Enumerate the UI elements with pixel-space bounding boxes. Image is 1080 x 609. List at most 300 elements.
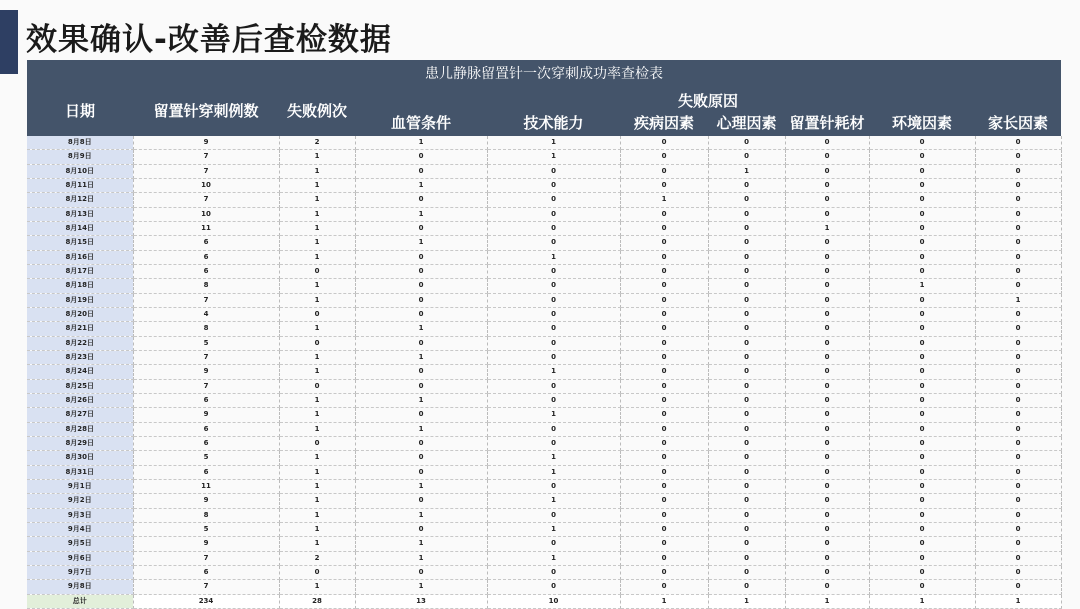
cell-psychological: 0	[708, 236, 785, 250]
cell-punctures: 11	[133, 221, 279, 235]
cell-punctures: 7	[133, 293, 279, 307]
cell-punctures: 7	[133, 164, 279, 178]
cell-disease: 0	[620, 178, 708, 192]
cell-vessel: 0	[355, 336, 487, 350]
cell-parents: 0	[975, 494, 1061, 508]
cell-consumables: 0	[785, 580, 869, 594]
cell-parents: 0	[975, 393, 1061, 407]
cell-skill: 0	[487, 336, 620, 350]
header-cause-environment: 环境因素	[891, 114, 952, 132]
cell-psychological: 0	[708, 307, 785, 321]
cell-vessel: 0	[355, 250, 487, 264]
header-punctures: 留置针穿刺例数	[153, 102, 259, 120]
cell-parents: 0	[975, 136, 1061, 150]
cell-vessel: 0	[355, 279, 487, 293]
header-failures: 失败例次	[286, 102, 347, 120]
cell-parents: 0	[975, 164, 1061, 178]
total-skill: 10	[487, 594, 620, 608]
cell-skill: 0	[487, 264, 620, 278]
header-cause-parents: 家长因素	[987, 114, 1048, 132]
cell-environment: 0	[869, 393, 975, 407]
cell-psychological: 0	[708, 365, 785, 379]
cell-date: 8月26日	[27, 393, 133, 407]
cell-environment: 0	[869, 365, 975, 379]
cell-skill: 0	[487, 236, 620, 250]
cell-date: 9月1日	[27, 479, 133, 493]
cell-vessel: 0	[355, 264, 487, 278]
cell-disease: 0	[620, 494, 708, 508]
cell-date: 8月18日	[27, 279, 133, 293]
cell-failures: 1	[279, 207, 355, 221]
cell-punctures: 6	[133, 565, 279, 579]
cell-skill: 0	[487, 307, 620, 321]
cell-date: 8月8日	[27, 136, 133, 150]
cell-punctures: 11	[133, 479, 279, 493]
cell-date: 8月14日	[27, 221, 133, 235]
cell-failures: 1	[279, 479, 355, 493]
cell-failures: 2	[279, 136, 355, 150]
table-row	[27, 236, 1061, 250]
cell-disease: 0	[620, 207, 708, 221]
cell-environment: 0	[869, 451, 975, 465]
cell-failures: 1	[279, 408, 355, 422]
table-row	[27, 307, 1061, 321]
cell-failures: 0	[279, 264, 355, 278]
header-date: 日期	[64, 102, 95, 120]
cell-failures: 1	[279, 279, 355, 293]
cell-vessel: 0	[355, 379, 487, 393]
cell-psychological: 0	[708, 451, 785, 465]
cell-vessel: 0	[355, 150, 487, 164]
cell-date: 9月5日	[27, 537, 133, 551]
table-header	[27, 60, 1061, 136]
cell-disease: 0	[620, 221, 708, 235]
cell-parents: 0	[975, 236, 1061, 250]
cell-environment: 0	[869, 293, 975, 307]
cell-disease: 0	[620, 422, 708, 436]
cell-date: 8月16日	[27, 250, 133, 264]
table-caption: 患儿静脉留置针一次穿刺成功率查检表	[425, 66, 663, 82]
cell-failures: 1	[279, 221, 355, 235]
cell-date: 9月4日	[27, 522, 133, 536]
cell-date: 8月31日	[27, 465, 133, 479]
cell-consumables: 0	[785, 207, 869, 221]
cell-failures: 1	[279, 494, 355, 508]
cell-parents: 0	[975, 451, 1061, 465]
cell-skill: 1	[487, 522, 620, 536]
cell-environment: 0	[869, 522, 975, 536]
cell-psychological: 0	[708, 221, 785, 235]
header-cause-consumables: 留置针耗材	[789, 114, 865, 132]
cell-punctures: 10	[133, 178, 279, 192]
cell-failures: 1	[279, 393, 355, 407]
cell-psychological: 0	[708, 279, 785, 293]
cell-failures: 1	[279, 164, 355, 178]
cell-skill: 1	[487, 150, 620, 164]
cell-vessel: 0	[355, 465, 487, 479]
cell-failures: 1	[279, 422, 355, 436]
cell-skill: 1	[487, 494, 620, 508]
cell-vessel: 1	[355, 350, 487, 364]
cell-environment: 1	[869, 279, 975, 293]
cell-environment: 0	[869, 221, 975, 235]
cell-psychological: 0	[708, 150, 785, 164]
cell-environment: 0	[869, 250, 975, 264]
cell-environment: 0	[869, 436, 975, 450]
table-row	[27, 136, 1061, 150]
cell-disease: 1	[620, 193, 708, 207]
cell-disease: 0	[620, 336, 708, 350]
cell-environment: 0	[869, 193, 975, 207]
cell-environment: 0	[869, 236, 975, 250]
cell-consumables: 0	[785, 565, 869, 579]
cell-psychological: 0	[708, 580, 785, 594]
table-row	[27, 178, 1061, 192]
cell-failures: 2	[279, 551, 355, 565]
cell-skill: 1	[487, 250, 620, 264]
cell-environment: 0	[869, 537, 975, 551]
cell-psychological: 0	[708, 537, 785, 551]
cell-punctures: 6	[133, 436, 279, 450]
cell-environment: 0	[869, 465, 975, 479]
cell-punctures: 8	[133, 508, 279, 522]
cell-consumables: 0	[785, 408, 869, 422]
cell-skill: 1	[487, 465, 620, 479]
table-body	[27, 136, 1061, 608]
cell-psychological: 0	[708, 193, 785, 207]
cell-environment: 0	[869, 322, 975, 336]
page-title: 效果确认-改善后查检数据	[26, 22, 392, 58]
cell-skill: 0	[487, 580, 620, 594]
cell-punctures: 5	[133, 451, 279, 465]
cell-punctures: 8	[133, 279, 279, 293]
total-failures: 28	[279, 594, 355, 608]
cell-psychological: 0	[708, 379, 785, 393]
cell-parents: 0	[975, 551, 1061, 565]
cell-consumables: 0	[785, 279, 869, 293]
total-date: 总计	[27, 594, 133, 608]
cell-psychological: 0	[708, 422, 785, 436]
cell-environment: 0	[869, 350, 975, 364]
cell-vessel: 0	[355, 193, 487, 207]
cell-date: 8月23日	[27, 350, 133, 364]
table-row	[27, 494, 1061, 508]
cell-skill: 0	[487, 279, 620, 293]
cell-vessel: 1	[355, 508, 487, 522]
cell-skill: 1	[487, 551, 620, 565]
cell-date: 8月21日	[27, 322, 133, 336]
cell-punctures: 7	[133, 350, 279, 364]
cell-environment: 0	[869, 379, 975, 393]
table-row	[27, 465, 1061, 479]
cell-parents: 0	[975, 408, 1061, 422]
cell-punctures: 7	[133, 379, 279, 393]
total-environment: 1	[869, 594, 975, 608]
cell-disease: 0	[620, 250, 708, 264]
cell-environment: 0	[869, 580, 975, 594]
cell-psychological: 0	[708, 293, 785, 307]
cell-date: 8月9日	[27, 150, 133, 164]
table-row	[27, 336, 1061, 350]
cell-date: 8月22日	[27, 336, 133, 350]
cell-consumables: 0	[785, 537, 869, 551]
cell-skill: 0	[487, 393, 620, 407]
cell-date: 8月13日	[27, 207, 133, 221]
header-cause-skill: 技术能力	[523, 114, 584, 132]
cell-vessel: 1	[355, 580, 487, 594]
cell-skill: 0	[487, 322, 620, 336]
table-row	[27, 436, 1061, 450]
cell-consumables: 0	[785, 393, 869, 407]
cell-psychological: 0	[708, 207, 785, 221]
cell-consumables: 0	[785, 494, 869, 508]
cell-vessel: 0	[355, 436, 487, 450]
cell-parents: 1	[975, 293, 1061, 307]
cell-punctures: 10	[133, 207, 279, 221]
cell-failures: 0	[279, 336, 355, 350]
total-disease: 1	[620, 594, 708, 608]
table-row	[27, 365, 1061, 379]
cell-environment: 0	[869, 264, 975, 278]
cell-vessel: 0	[355, 221, 487, 235]
cell-psychological: 0	[708, 408, 785, 422]
cell-skill: 0	[487, 221, 620, 235]
table-row	[27, 522, 1061, 536]
cell-parents: 0	[975, 537, 1061, 551]
cell-environment: 0	[869, 422, 975, 436]
header-cause-group: 失败原因	[677, 92, 738, 110]
cell-consumables: 0	[785, 508, 869, 522]
table-row	[27, 221, 1061, 235]
cell-disease: 0	[620, 350, 708, 364]
cell-skill: 0	[487, 164, 620, 178]
cell-vessel: 0	[355, 293, 487, 307]
cell-psychological: 0	[708, 436, 785, 450]
table-row	[27, 508, 1061, 522]
cell-consumables: 0	[785, 293, 869, 307]
cell-skill: 1	[487, 365, 620, 379]
cell-skill: 0	[487, 293, 620, 307]
cell-failures: 1	[279, 365, 355, 379]
table-row	[27, 279, 1061, 293]
table-row	[27, 164, 1061, 178]
table-row	[27, 565, 1061, 579]
cell-consumables: 0	[785, 178, 869, 192]
cell-psychological: 0	[708, 494, 785, 508]
cell-parents: 0	[975, 365, 1061, 379]
cell-disease: 0	[620, 479, 708, 493]
cell-punctures: 6	[133, 236, 279, 250]
cell-disease: 0	[620, 136, 708, 150]
cell-date: 8月10日	[27, 164, 133, 178]
cell-consumables: 0	[785, 551, 869, 565]
cell-failures: 1	[279, 580, 355, 594]
cell-parents: 0	[975, 322, 1061, 336]
cell-skill: 1	[487, 408, 620, 422]
table-row	[27, 250, 1061, 264]
cell-consumables: 0	[785, 236, 869, 250]
table-row	[27, 422, 1061, 436]
cell-environment: 0	[869, 207, 975, 221]
cell-failures: 0	[279, 436, 355, 450]
cell-date: 9月8日	[27, 580, 133, 594]
table-row	[27, 293, 1061, 307]
cell-psychological: 0	[708, 465, 785, 479]
cell-vessel: 1	[355, 136, 487, 150]
cell-environment: 0	[869, 307, 975, 321]
cell-vessel: 1	[355, 393, 487, 407]
cell-date: 8月24日	[27, 365, 133, 379]
cell-punctures: 6	[133, 393, 279, 407]
cell-consumables: 0	[785, 350, 869, 364]
cell-date: 8月25日	[27, 379, 133, 393]
cell-parents: 0	[975, 250, 1061, 264]
cell-vessel: 1	[355, 207, 487, 221]
cell-punctures: 7	[133, 150, 279, 164]
cell-skill: 0	[487, 207, 620, 221]
cell-punctures: 9	[133, 494, 279, 508]
cell-parents: 0	[975, 336, 1061, 350]
table-row	[27, 408, 1061, 422]
cell-vessel: 0	[355, 451, 487, 465]
cell-vessel: 0	[355, 494, 487, 508]
cell-failures: 0	[279, 565, 355, 579]
cell-parents: 0	[975, 207, 1061, 221]
cell-skill: 0	[487, 436, 620, 450]
cell-disease: 0	[620, 580, 708, 594]
cell-date: 8月29日	[27, 436, 133, 450]
cell-psychological: 0	[708, 336, 785, 350]
cell-failures: 1	[279, 350, 355, 364]
cell-parents: 0	[975, 150, 1061, 164]
cell-vessel: 0	[355, 307, 487, 321]
cell-skill: 1	[487, 451, 620, 465]
cell-failures: 1	[279, 293, 355, 307]
cell-punctures: 6	[133, 250, 279, 264]
cell-failures: 1	[279, 178, 355, 192]
cell-environment: 0	[869, 178, 975, 192]
cell-psychological: 0	[708, 508, 785, 522]
cell-consumables: 0	[785, 164, 869, 178]
cell-vessel: 0	[355, 408, 487, 422]
total-punctures: 234	[133, 594, 279, 608]
cell-parents: 0	[975, 580, 1061, 594]
cell-consumables: 0	[785, 264, 869, 278]
cell-skill: 0	[487, 178, 620, 192]
table-row	[27, 193, 1061, 207]
cell-parents: 0	[975, 178, 1061, 192]
cell-date: 9月3日	[27, 508, 133, 522]
table-row	[27, 580, 1061, 594]
cell-skill: 0	[487, 350, 620, 364]
cell-disease: 0	[620, 408, 708, 422]
cell-disease: 0	[620, 307, 708, 321]
cell-skill: 0	[487, 193, 620, 207]
cell-psychological: 0	[708, 178, 785, 192]
cell-parents: 0	[975, 379, 1061, 393]
total-parents: 1	[975, 594, 1061, 608]
data-table	[27, 136, 1062, 609]
cell-parents: 0	[975, 465, 1061, 479]
table-row	[27, 537, 1061, 551]
table-row	[27, 150, 1061, 164]
cell-consumables: 0	[785, 451, 869, 465]
total-psychological: 1	[708, 594, 785, 608]
table-row	[27, 451, 1061, 465]
cell-punctures: 6	[133, 264, 279, 278]
cell-punctures: 7	[133, 193, 279, 207]
cell-disease: 0	[620, 508, 708, 522]
cell-psychological: 0	[708, 250, 785, 264]
cell-psychological: 0	[708, 479, 785, 493]
cell-failures: 1	[279, 150, 355, 164]
cell-date: 9月2日	[27, 494, 133, 508]
table-row	[27, 393, 1061, 407]
cell-disease: 0	[620, 164, 708, 178]
cell-consumables: 0	[785, 250, 869, 264]
cell-date: 9月7日	[27, 565, 133, 579]
cell-consumables: 0	[785, 136, 869, 150]
cell-psychological: 0	[708, 393, 785, 407]
cell-skill: 1	[487, 136, 620, 150]
cell-vessel: 1	[355, 178, 487, 192]
cell-vessel: 1	[355, 551, 487, 565]
cell-vessel: 0	[355, 565, 487, 579]
header-cause-disease: 疾病因素	[633, 114, 694, 132]
cell-consumables: 0	[785, 336, 869, 350]
cell-date: 8月28日	[27, 422, 133, 436]
cell-date: 8月30日	[27, 451, 133, 465]
cell-skill: 0	[487, 537, 620, 551]
cell-vessel: 1	[355, 422, 487, 436]
cell-consumables: 0	[785, 465, 869, 479]
cell-failures: 1	[279, 250, 355, 264]
cell-consumables: 0	[785, 322, 869, 336]
cell-parents: 0	[975, 422, 1061, 436]
cell-skill: 0	[487, 422, 620, 436]
cell-consumables: 0	[785, 307, 869, 321]
cell-parents: 0	[975, 193, 1061, 207]
cell-punctures: 9	[133, 408, 279, 422]
title-accent-bar	[0, 10, 18, 74]
cell-parents: 0	[975, 350, 1061, 364]
table-total-row	[27, 594, 1061, 608]
cell-psychological: 0	[708, 565, 785, 579]
cell-disease: 0	[620, 279, 708, 293]
cell-disease: 0	[620, 379, 708, 393]
total-consumables: 1	[785, 594, 869, 608]
cell-disease: 0	[620, 236, 708, 250]
cell-psychological: 1	[708, 164, 785, 178]
cell-disease: 0	[620, 365, 708, 379]
cell-disease: 0	[620, 293, 708, 307]
cell-vessel: 1	[355, 479, 487, 493]
cell-environment: 0	[869, 494, 975, 508]
cell-psychological: 0	[708, 322, 785, 336]
table-row	[27, 551, 1061, 565]
cell-consumables: 0	[785, 193, 869, 207]
cell-consumables: 0	[785, 150, 869, 164]
cell-environment: 0	[869, 408, 975, 422]
cell-disease: 0	[620, 551, 708, 565]
cell-disease: 0	[620, 465, 708, 479]
cell-consumables: 0	[785, 422, 869, 436]
cell-parents: 0	[975, 522, 1061, 536]
cell-punctures: 5	[133, 522, 279, 536]
cell-failures: 0	[279, 307, 355, 321]
cell-punctures: 7	[133, 580, 279, 594]
cell-parents: 0	[975, 436, 1061, 450]
